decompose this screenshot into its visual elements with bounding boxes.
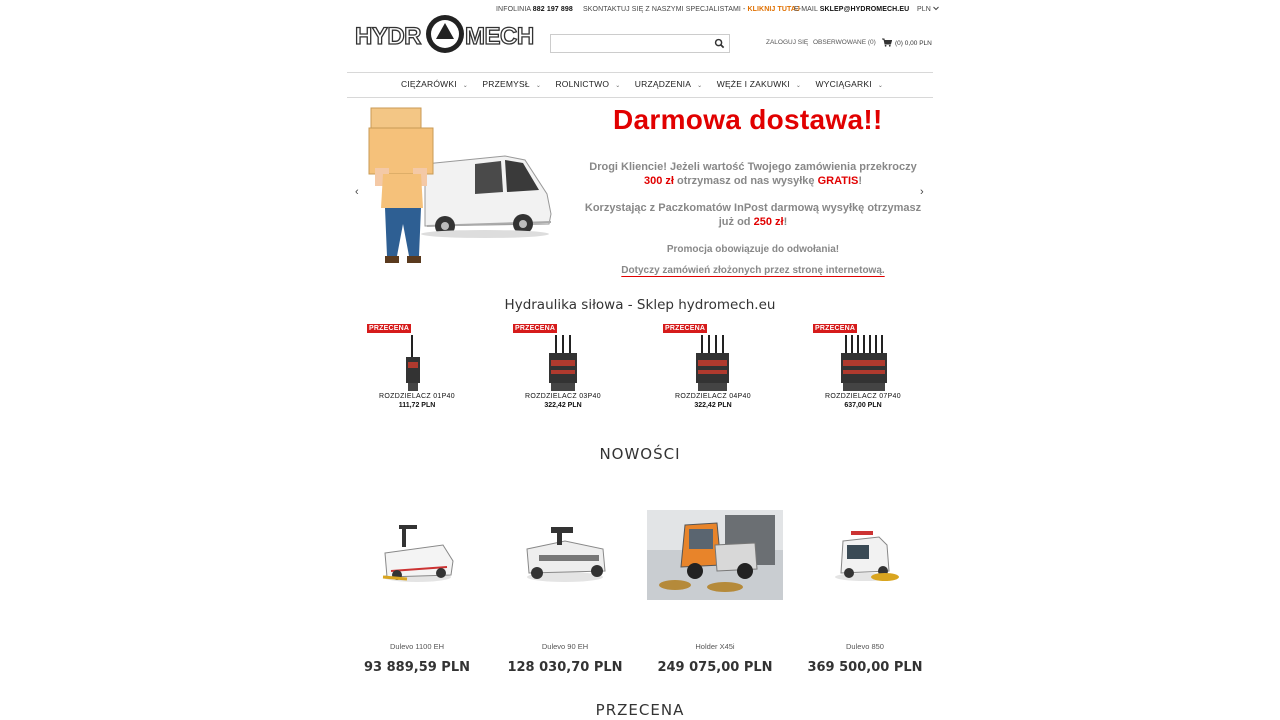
product-image[interactable] — [367, 332, 467, 394]
banner-text: Korzystając z Paczkomatów InPost darmową wysyłkę otrzymasz już od — [584, 202, 922, 228]
email-info — [794, 6, 909, 13]
chevron-down-icon: ⌄ — [877, 83, 884, 89]
hydromech-logo[interactable] — [353, 14, 537, 56]
product-name[interactable]: Dulevo 1100 EH — [389, 642, 445, 651]
chevron-down-icon: ⌄ — [697, 83, 703, 89]
slider-prev-arrow[interactable]: ‹ — [355, 186, 359, 198]
nav-item-przemysl[interactable] — [478, 79, 541, 89]
nav-item-rolnictwo[interactable] — [551, 79, 620, 89]
nav-top-divider — [347, 72, 933, 73]
nav-label: PRZEMYSŁ — [482, 79, 530, 89]
nowosci-section-title: NOWOŚCI — [599, 445, 681, 463]
nav-item-ciezarowki[interactable] — [397, 79, 468, 89]
product-name[interactable]: Holder X45i — [695, 642, 735, 651]
product-price: 249 075,00 PLN — [657, 660, 773, 675]
product-name[interactable]: Dulevo 90 EH — [541, 642, 589, 651]
nav-bottom-divider — [347, 97, 933, 98]
currency-select[interactable] — [917, 6, 939, 13]
product-image[interactable] — [795, 505, 935, 605]
przecena-section-title: PRZECENA — [595, 701, 685, 719]
product-price: 322,42 PLN — [694, 402, 732, 409]
chevron-down-icon: ⌄ — [795, 83, 802, 89]
page-container — [347, 0, 933, 720]
product-price: 111,72 PLN — [398, 402, 436, 409]
cart-total: (0) 0,00 PLN — [895, 40, 932, 47]
product-image[interactable] — [645, 505, 785, 605]
delivery-man-van-illustration — [365, 106, 555, 276]
infolinia-label: INFOLINIA — [496, 6, 531, 13]
product-image[interactable] — [347, 505, 487, 605]
sale-badge: PRZECENA — [815, 325, 856, 332]
banner-amount: 300 zł — [643, 175, 674, 187]
nav-item-wyciagarki[interactable] — [812, 79, 884, 89]
nav-label: ROLNICTWO — [555, 79, 610, 89]
logo-text-left: HYDR — [355, 23, 422, 50]
chevron-down-icon — [933, 6, 939, 11]
product-price: 93 889,59 PLN — [364, 660, 470, 675]
new-product-card[interactable] — [795, 505, 935, 680]
email-label: E-MAIL — [794, 6, 818, 13]
new-product-card[interactable] — [645, 505, 785, 680]
contact-info — [583, 6, 800, 13]
product-image[interactable] — [813, 332, 913, 394]
product-price: 369 500,00 PLN — [807, 660, 923, 675]
banner-amount: 250 zł — [753, 216, 784, 228]
logo-text-right: MECH — [465, 23, 534, 50]
banner-text: ! — [783, 216, 788, 228]
nav-label: WĘŻE I ZAKUWKI — [716, 79, 790, 89]
banner-slider — [347, 100, 933, 285]
email-link[interactable]: SKLEP@HYDROMECH.EU — [819, 6, 910, 13]
banner-title: Darmowa dostawa!! — [613, 104, 883, 135]
product-price: 128 030,70 PLN — [507, 660, 623, 675]
nav-label: URZĄDZENIA — [634, 79, 692, 89]
nav-item-weze[interactable] — [713, 79, 801, 89]
watched-link[interactable]: OBSERWOWANE (0) — [813, 39, 876, 46]
banner-link[interactable]: Dotyczy zamówień złożonych przez stronę internetową. — [621, 265, 885, 276]
nav-label: CIĘŻARÓWKI — [400, 79, 457, 89]
currency-label: PLN — [917, 6, 931, 13]
login-link[interactable]: ZALOGUJ SIĘ — [766, 39, 809, 46]
banner-text: Drogi Kliencie! Jeżeli wartość Twojego zamówienia przekroczy — [589, 161, 917, 173]
product-image[interactable] — [513, 332, 613, 394]
banner-paragraph-4[interactable] — [583, 264, 923, 278]
product-name[interactable]: ROZDZIELACZ 01P40 — [379, 393, 455, 400]
promo-product-card[interactable] — [513, 322, 613, 417]
contact-label: SKONTAKTUJ SIĘ Z NASZYMI SPECJALISTAMI - — [583, 6, 746, 13]
chevron-down-icon: ⌄ — [462, 83, 469, 89]
main-nav — [347, 79, 933, 89]
new-product-card[interactable] — [347, 505, 487, 680]
search-icon[interactable] — [714, 38, 725, 49]
product-image[interactable] — [663, 332, 763, 394]
product-price: 637,00 PLN — [844, 402, 882, 409]
banner-text: ! — [858, 175, 863, 187]
product-name[interactable]: ROZDZIELACZ 07P40 — [825, 393, 901, 400]
new-product-card[interactable] — [495, 505, 635, 680]
banner-gratis: GRATIS — [817, 175, 859, 187]
chevron-down-icon: ⌄ — [615, 83, 621, 89]
search-box — [550, 34, 730, 53]
infolinia — [496, 6, 573, 13]
infolinia-number[interactable]: 882 197 898 — [532, 6, 573, 13]
product-price: 322,42 PLN — [544, 402, 582, 409]
promo-product-card[interactable] — [663, 322, 763, 417]
banner-paragraph-2 — [583, 201, 923, 229]
promo-product-card[interactable] — [367, 322, 467, 417]
sale-badge: PRZECENA — [369, 325, 410, 332]
product-name[interactable]: Dulevo 850 — [846, 642, 884, 651]
banner-text: otrzymasz od nas wysyłkę — [676, 175, 815, 187]
product-image[interactable] — [495, 505, 635, 605]
promo-product-card[interactable] — [813, 322, 913, 417]
nav-label: WYCIĄGARKI — [815, 79, 872, 89]
sale-badge: PRZECENA — [665, 325, 706, 332]
nav-item-urzadzenia[interactable] — [631, 79, 703, 89]
slider-next-arrow[interactable]: › — [920, 186, 924, 198]
banner-paragraph-3: Promocja obowiązuje do odwołania! — [666, 244, 840, 255]
promo-section-title: Hydraulika siłowa - Sklep hydromech.eu — [504, 297, 776, 313]
cart-link[interactable] — [882, 38, 932, 47]
chevron-down-icon: ⌄ — [535, 83, 542, 89]
cart-icon — [882, 38, 892, 47]
product-name[interactable]: ROZDZIELACZ 04P40 — [675, 393, 751, 400]
contact-link[interactable]: KLIKNIJ TUTAJ — [747, 6, 800, 13]
search-input[interactable] — [551, 37, 706, 54]
product-name[interactable]: ROZDZIELACZ 03P40 — [525, 393, 601, 400]
sale-badge: PRZECENA — [515, 325, 556, 332]
banner-paragraph-1 — [583, 160, 923, 188]
